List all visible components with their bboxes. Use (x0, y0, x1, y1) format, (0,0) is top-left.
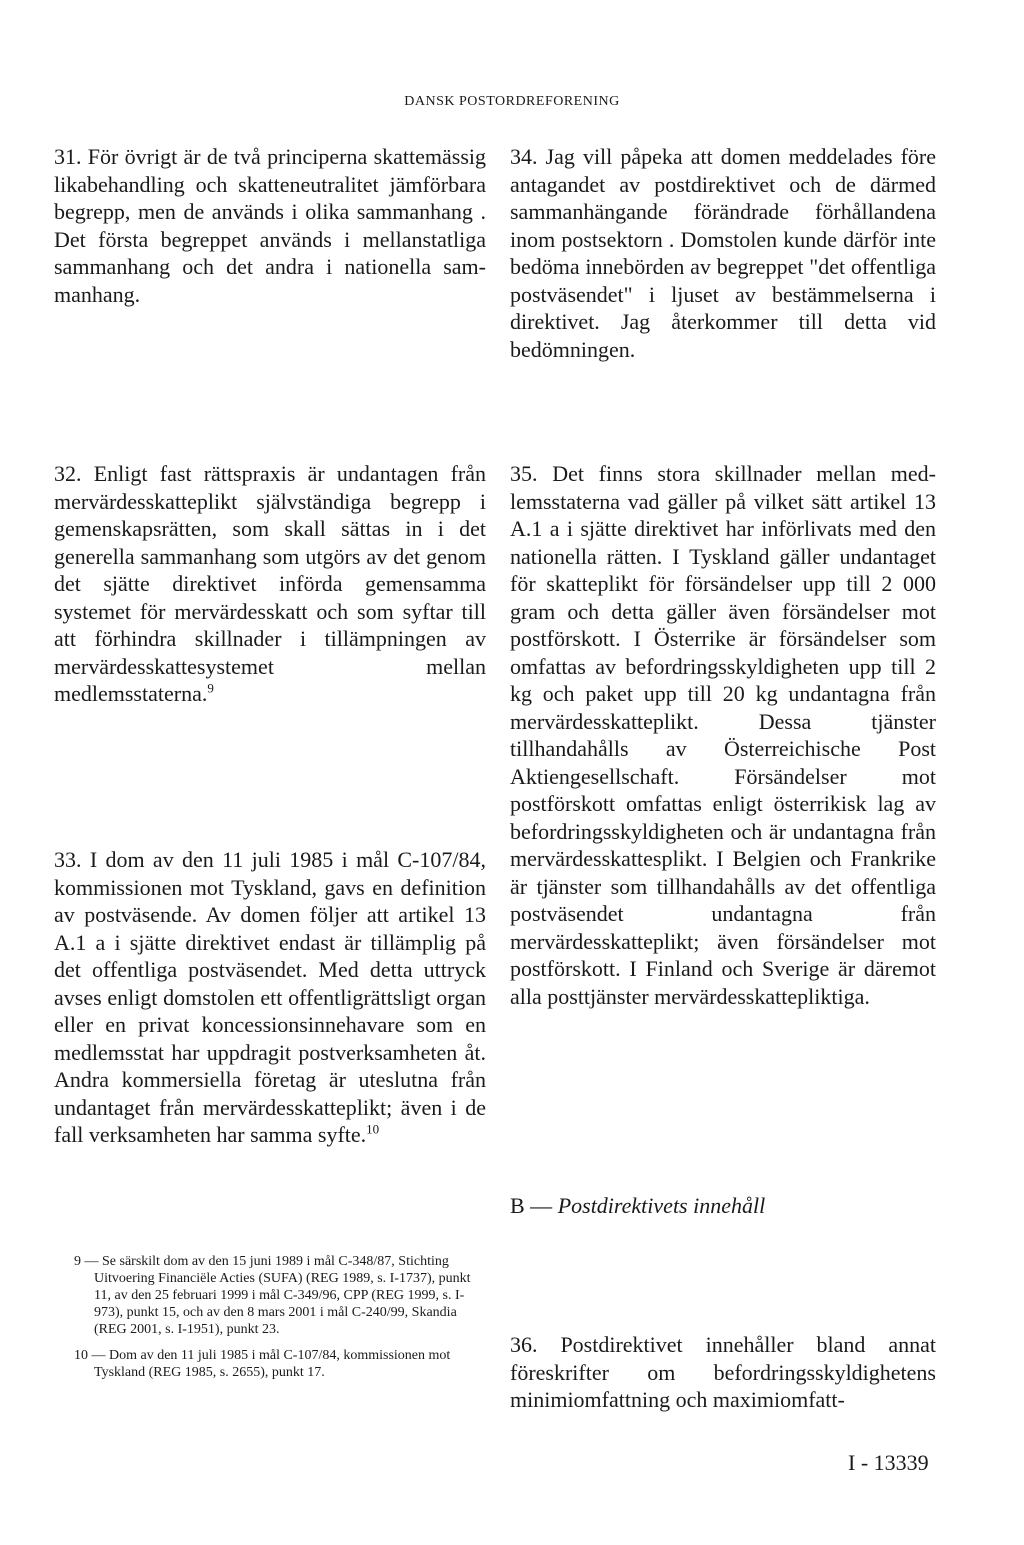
section-title: Postdirektivets innehåll (557, 1193, 766, 1218)
paragraph-36 (510, 1331, 936, 1414)
paragraph-34-text: 34. Jag vill påpeka att domen meddelades före antagandet av postdirektivet och de därmed sammanhängande förändrade förhållandena inom postsektorn . Domstolen kunde därför inte bedöma innebörden av begreppet "det offentliga postväsendet" i ljuset av bestämmelserna i direktivet. Jag återkommer till detta vid bedömningen. (510, 144, 936, 362)
paragraph-32-text: 32. Enligt fast rättspraxis är undantagen från mervärdesskatteplikt självständiga begrepp i gemenskapsrätten, som skall sättas in i det generella sammanhang som utgörs av det genom det sjätte direktivet införda gemensamma systemet för mervärdesskatt och som syftar till att förhindra skillnader i tillämpningen av mervärdesskattesystemet mellan medlemsstaterna. (54, 461, 486, 706)
paragraph-35 (510, 460, 936, 1010)
section-heading (510, 1193, 765, 1219)
running-header: DANSK POSTORDREFORENING (404, 94, 620, 109)
page-number: I - 13339 (848, 1450, 929, 1475)
footnote-ref-9[interactable]: 9 (207, 680, 214, 696)
paragraph-31-text: 31. För övrigt är de två principerna skattemässig likabehandling och skatteneutralitet jämförbara begrepp, men de används i olika sammanhang . Det första begreppet används i mellanstatliga sammanhang och det andra i nationella sammanhang. (54, 144, 486, 307)
footnotes (74, 1253, 484, 1390)
section-letter: B — (510, 1193, 558, 1218)
footnote-ref-10[interactable]: 10 (366, 1121, 380, 1137)
paragraph-32 (54, 460, 486, 708)
paragraph-34 (510, 143, 936, 363)
footnote-9: 9 — Se särskilt dom av den 15 juni 1989 i mål C-348/87, Stichting Uitvoering Financiële Acties (SUFA) (REG 1989, s. I-1737), punkt 11, av den 25 februari 1999 i mål C-349/96, CPP (REG 1999, s. I-973), punkt 15, och av den 8 mars 2001 i mål C-240/99, Skandia (REG 2001, s. I-1951), punkt 23. (74, 1254, 471, 1337)
paragraph-35-text: 35. Det finns stora skillnader mellan medlemsstaterna vad gäller på vilket sätt artikel 13 A.1 a i sjätte direktivet har införlivats med den nationella rätten. I Tyskland gäller undantaget för skatteplikt för försändelser upp till 2 000 gram och detta gäller även försändelser mot postförskott. I Österrike är försändelser som omfattas av befordringsskyldigheten upp till 2 kg och paket upp till 20 kg undantagna från mervärdesskatteplikt. Dessa tjänster tillhandahålls av Österreichische Post Aktiengesellschaft. Försändelser mot postförskott omfattas enligt österrikisk lag av befordringsskyldigheten och är undantagna från mervärdesskattesplikt. I Belgien och Frankrike är tjänster som tillhandahålls av det offentliga postväsendet undantagna från mervärdesskatteplikt; även försändelser mot postförskott. I Finland och Sverige är däremot alla posttjänster mervärdesskattepliktiga. (510, 461, 936, 1009)
paragraph-33-text: 33. I dom av den 11 juli 1985 i mål C-107/84, kommissionen mot Tyskland, gavs en definition av postväsende. Av domen följer att artikel 13 A.1 a i sjätte direktivet endast är tillämplig på det offentliga postväsendet. Med detta uttryck avses enligt domstolen ett offentligrättsligt organ eller en privat koncessionsinnehavare som en medlemsstat har uppdragit postverksamheten åt. Andra kommersiella företag är uteslutna från undantaget från mervärdesskatteplikt; även i de fall verksamheten har samma syfte. (54, 847, 486, 1147)
paragraph-36-text: 36. Postdirektivet innehåller bland annat föreskrifter om befordringsskyldighetens minimiomfattning och maximiomfatt- (510, 1332, 936, 1412)
footnote-10: 10 — Dom av den 11 juli 1985 i mål C-107/84, kommissionen mot Tyskland (REG 1985, s. 2655), punkt 17. (74, 1348, 451, 1380)
paragraph-31 (54, 143, 486, 308)
paragraph-33 (54, 846, 486, 1149)
